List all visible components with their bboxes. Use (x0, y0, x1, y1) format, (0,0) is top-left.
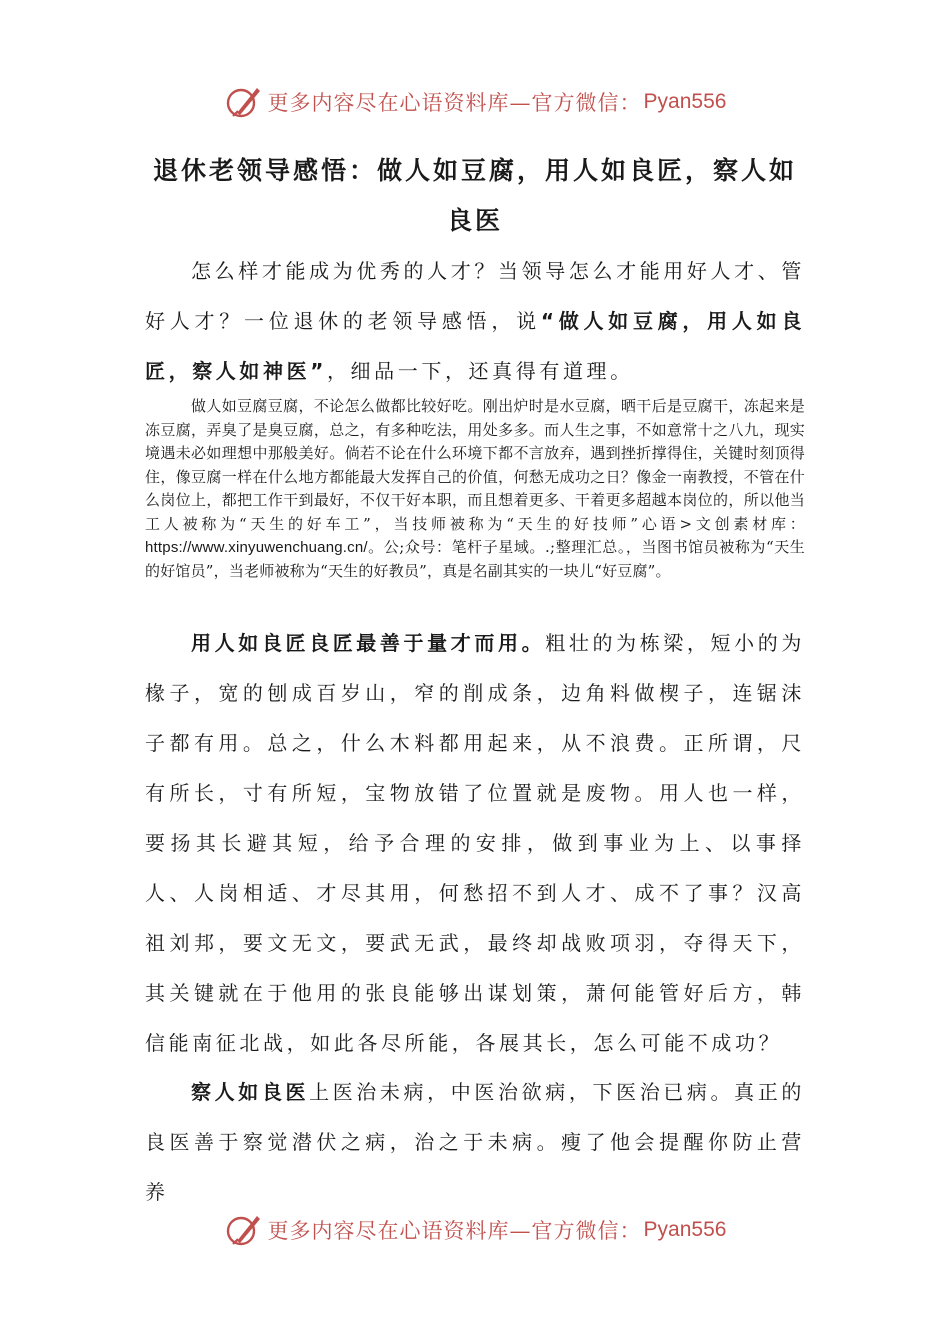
intro-quote: “做人如豆腐，用人如良匠，察人如神医” (145, 309, 805, 383)
intro-paragraph (145, 246, 805, 396)
doctor-heading: 察人如良医 (191, 1080, 310, 1104)
banner-text: 更多内容尽在心语资料库—官方微信： (267, 1219, 642, 1243)
intro-tail: ，细品一下，还真得有道理。 (326, 359, 634, 383)
intro-text: 怎么样才能成为优秀的人才？当领导怎么才能用好人才、管好人才？一位退休的老领导感悟，说 (145, 259, 805, 333)
header-banner (0, 80, 950, 124)
craftsman-heading: 用人如良匠良匠最善于量才而用。 (191, 631, 546, 655)
doctor-paragraph (145, 1067, 805, 1217)
tofu-paragraph (145, 395, 805, 583)
article-title: 退休老领导感悟：做人如豆腐，用人如良匠，察人如良医 (152, 156, 797, 235)
craftsman-paragraph (145, 618, 805, 1068)
doctor-text: 上医治未病，中医治欲病，下医治已病。真正的良医善于察觉潜伏之病，治之于未病。瘦了他会提醒你防止营养 (145, 1080, 805, 1204)
quill-logo-icon (224, 82, 264, 122)
tofu-text-1: 做人如豆腐豆腐，不论怎么做都比较好吃。刚出炉时是水豆腐，晒干后是豆腐干，冻起来是冻豆腐，弄臭了是臭豆腐，总之，有多种吃法，用处多多。而人生之事，不如意常十之八九，现实境遇未必如理想中那般美好。倘若不论在什么环境下都不言放弃，遇到挫折撑得住，关键时刻顶得住，像豆腐一样在什么地方都能最大发挥自己的价值，何愁无成功之日？像金一南教授，不管在什么岗位上，都把工作干到最好，不仅干好本职，而且想着更多、干着更多超越本岗位的，所以他当工人被称为“天生的好车工”，当技师被称为“天生的好技师”心语>文创素材库： (145, 397, 805, 533)
footer-banner (0, 1208, 950, 1252)
source-url: https://www.xinyuwenchuang.cn/ (145, 539, 368, 556)
craftsman-text: 粗壮的为栋梁，短小的为椽子，宽的刨成百岁山，窄的削成条，边角料做楔子，连锯沫子都有用。总之，什么木料都用起来，从不浪费。正所谓，尺有所长，寸有所短，宝物放错了位置就是废物。用人也一样，要扬其长避其短，给予合理的安排，做到事业为上、以事择人、人岗相适、才尽其用，何愁招不到人才、成不了事？汉高祖刘邦，要文无文，要武无武，最终却战败项羽，夺得天下，其关键就在于他用的张良能够出谋划策，萧何能管好后方，韩信能南征北战，如此各尽所能，各展其长，怎么可能不成功？ (145, 631, 805, 1055)
quill-logo-icon (224, 1210, 264, 1250)
tofu-text-2: 。公;众号：笔杆子星域。.;整理汇总。，当图书馆员被称为“天生的好馆员”，当老师被称为“天生的好教员”，真是名副其实的一块儿“好豆腐”。 (145, 538, 805, 580)
wechat-id: Pyan556 (643, 90, 727, 113)
wechat-id: Pyan556 (643, 1218, 727, 1241)
banner-text: 更多内容尽在心语资料库—官方微信： (267, 91, 642, 115)
